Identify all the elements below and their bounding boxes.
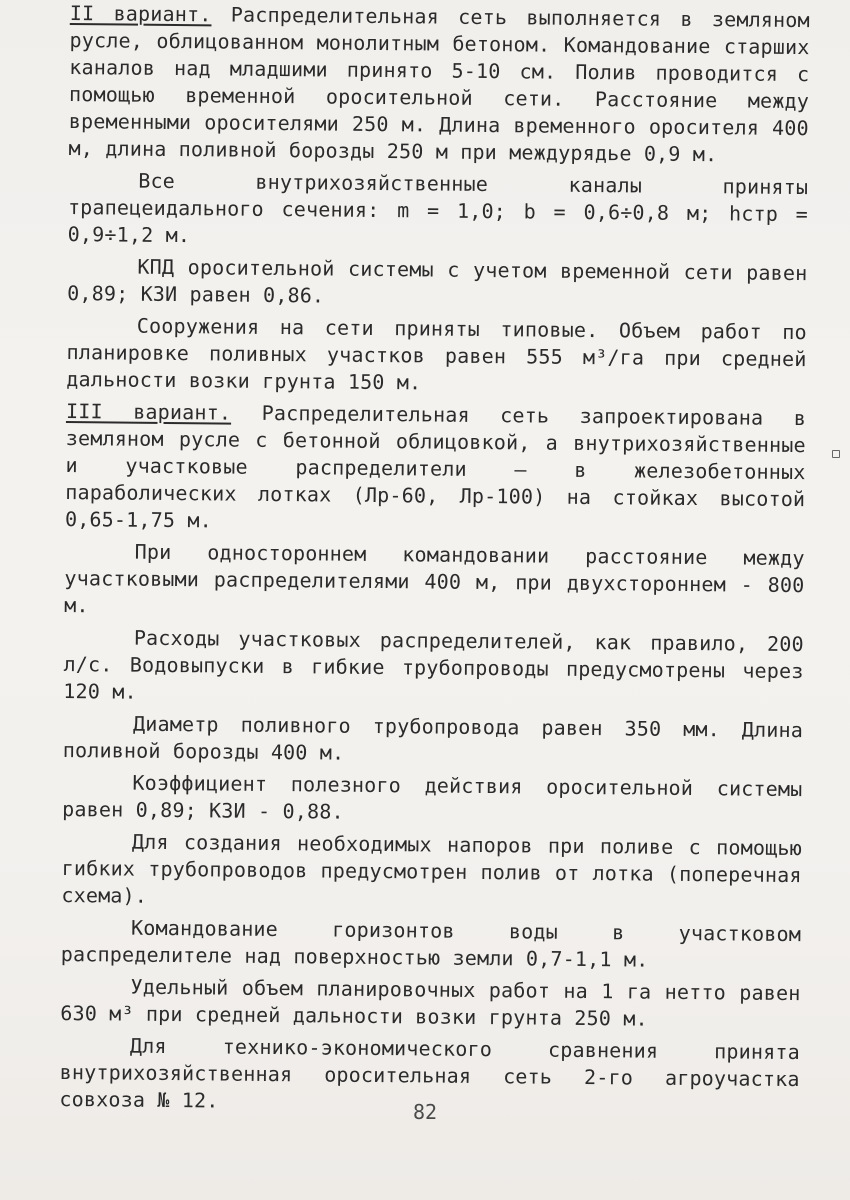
variant-2-heading: II вариант.: [69, 0, 212, 27]
paragraph-channels: Все внутрихозяйственные каналы приняты трапецеидального сечения: m = 1,0; b = 0,6÷0,8 м; hстр = 0,9÷1,2 м.: [67, 168, 809, 248]
paragraph-structures: Сооружения на сети приняты типовые. Объем работ по планировке поливных участков равен 555 м³/га при средней дальности возки грунта 150 м.: [66, 313, 807, 395]
margin-mark-icon: [832, 450, 840, 458]
variant-2-text: Распределительная сеть выполняется в земляном русле, облицованном монолитным бетоном. Командование старших каналов над младшими принято 5-10 см. Полив проводится с помощью временной оросительной сети. Расстояние между временными оросителями 250 м. Длина временного оросителя 400 м, длина поливной борозды 250 м при междурядье 0,9 м.: [68, 2, 810, 167]
paragraph-flow-rates: Расходы участковых распределителей, как правило, 200 л/с. Водовыпуски в гибкие трубопроводы предусмотрены через 120 м.: [63, 625, 804, 704]
document-body: [59, 0, 810, 1125]
paragraph-efficiency-1: КПД оросительной системы с учетом временной сети равен 0,89; КЗИ равен 0,86.: [67, 254, 808, 308]
paragraph-comparison: Для технико-экономического сравнения принята внутрихозяйственная оросительная сеть 2-го агроучастка совхоза № 12.: [59, 1033, 801, 1113]
paragraph-water-level: Командование горизонтов воды в участковом распределителе над поверхностью земли 0,7-1,1 м.: [60, 915, 802, 972]
paragraph-pressure: Для создания необходимых напоров при поливе с помощью гибких трубопроводов предусмотрен полив от лотка (поперечная схема).: [61, 829, 803, 908]
page-number: 82: [412, 1100, 438, 1124]
variant-3-heading: III вариант.: [65, 398, 232, 425]
paragraph-efficiency-2: Коэффициент полезного действия оросительной системы равен 0,89; КЗИ - 0,88.: [62, 770, 803, 824]
paragraph-distances: При одностороннем командовании расстояние между участковыми распределителями 400 м, при двухстороннем - 800 м.: [64, 539, 805, 618]
variant-3-text: Распределительная сеть запроектирована в земляном русле с бетонной облицовкой, а внутрихозяйственные и участковые распределители – в железобетонных параболических лотках (Лр-60, Лр-100) на стойках высотой 0,65-1,75 м.: [64, 400, 807, 533]
paragraph-levelling-volume: Удельный объем планировочных работ на 1 га нетто равен 630 м³ при средней дальности возки грунта 250 м.: [60, 974, 801, 1031]
paragraph-variant-3: [65, 398, 806, 540]
paragraph-variant-2: [68, 0, 810, 169]
paragraph-pipe-diameter: Диаметр поливного трубопровода равен 350 мм. Длина поливной борозды 400 м.: [62, 711, 804, 765]
